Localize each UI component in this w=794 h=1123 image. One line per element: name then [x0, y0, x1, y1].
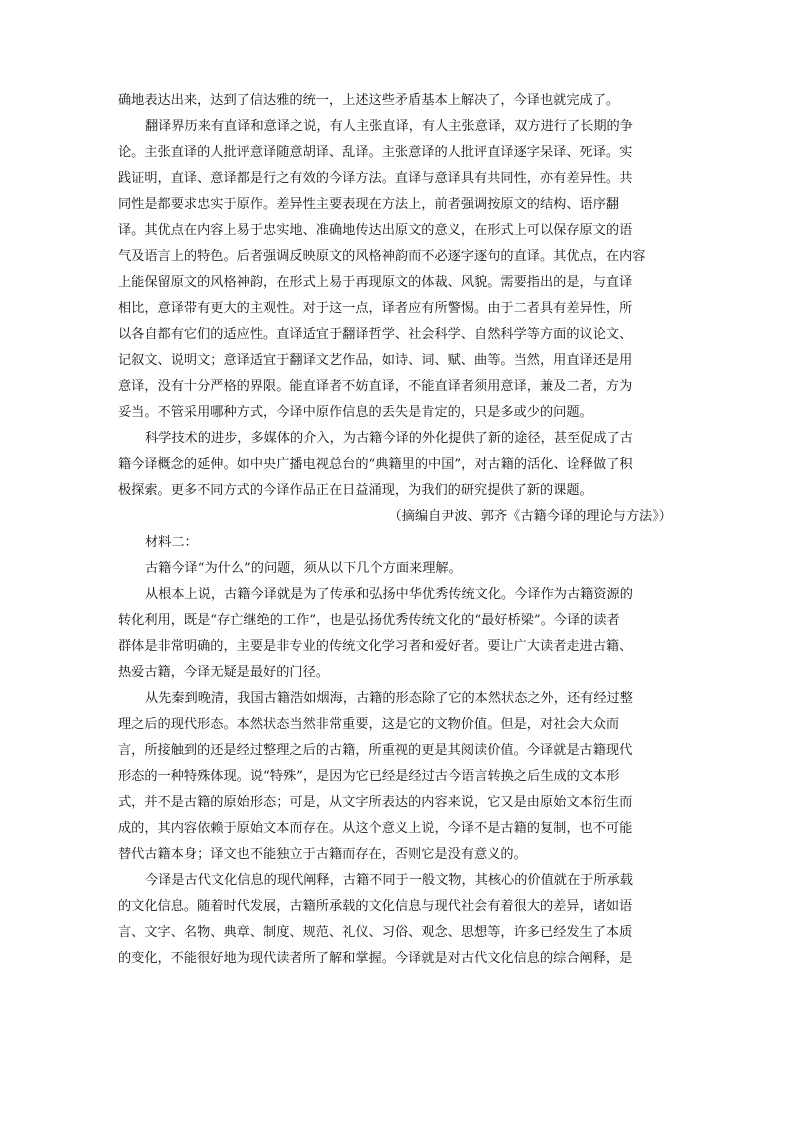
text-line: 意译，没有十分严格的界限。能直译者不妨直译，不能直译者须用意译，兼及二者，方为	[118, 379, 633, 394]
text-line: 的文化信息。随着时代发展，古籍所承载的文化信息与现代社会有着很大的差异，诸如语	[118, 899, 633, 914]
text-line: 式，并不是古籍的原始形态；可是，从文字所表达的内容来说，它又是由原始文本衍生而	[118, 795, 633, 810]
text-line: 形态的一种特殊体现。说“特殊”，是因为它已经是经过古今语言转换之后生成的文本形	[118, 769, 620, 784]
text-line: 上能保留原文的风格神韵，在形式上易于再现原文的体裁、风貌。需要指出的是，与直译	[118, 275, 633, 290]
text-line: 理之后的现代形态。本然状态当然非常重要，这是它的文物价值。但是，对社会大众而	[118, 717, 620, 732]
text-line: 以各自都有它们的适应性。直译适宜于翻译哲学、社会科学、自然科学等方面的议论文、	[118, 327, 633, 342]
text-line: 论。主张直译的人批评意译随意胡译、乱译。主张意译的人批评直译逐字呆译、死译。实	[118, 145, 633, 160]
text-line: 替代古籍本身；译文也不能独立于古籍而存在，否则它是没有意义的。	[118, 847, 527, 862]
text-line: 确地表达出来，达到了信达雅的统一，上述这些矛盾基本上解决了，今译也就完成了。	[118, 93, 620, 108]
text-line: 言，所接触到的还是经过整理之后的古籍，所重视的更是其阅读价值。今译就是古籍现代	[118, 743, 633, 758]
text-line: 言、文字、名物、典章、制度、规范、礼仪、习俗、观念、思想等，许多已经发生了本质	[118, 925, 633, 940]
text-line: 译。其优点在内容上易于忠实地、准确地传达出原文的意义，在形式上可以保存原文的语	[118, 223, 633, 238]
text-line: 记叙文、说明文；意译适宜于翻译文艺作品，如诗、词、赋、曲等。当然，用直译还是用	[118, 353, 633, 368]
text-line: 热爱古籍，今译无疑是最好的门径。	[118, 665, 329, 680]
text-line: 相比，意译带有更大的主观性。对于这一点，译者应有所警惕。由于二者具有差异性，所	[118, 301, 633, 316]
document-page	[118, 88, 676, 972]
text-line: 群体是非常明确的，主要是非专业的传统文化学习者和爱好者。要让广大读者走进古籍、	[118, 639, 633, 654]
text-line: 极探索。更多不同方式的今译作品正在日益涌现，为我们的研究提供了新的课题。	[118, 483, 593, 498]
text-line: 践证明，直译、意译都是行之有效的今译方法。直译与意译具有共同性，亦有差异性。共	[118, 171, 633, 186]
paragraph-start-line: 今译是古代文化信息的现代阐释，古籍不同于一般文物，其核心的价值就在于所承载	[145, 873, 633, 888]
text-line: 的变化，不能很好地为现代读者所了解和掌握。今译就是对古代文化信息的综合阐释，是	[118, 951, 633, 966]
text-line: 籍今译概念的延伸。如中央广播电视总台的“典籍里的中国”，对古籍的活化、诠释做了积	[118, 457, 633, 472]
paragraph-start-line: 翻译界历来有直译和意译之说，有人主张直译，有人主张意译，双方进行了长期的争	[145, 119, 633, 134]
text-line: 转化利用，既是“存亡继绝的工作”，也是弘扬优秀传统文化的“最好桥梁”。今译的读者	[118, 613, 620, 628]
source-citation: （摘编自尹波、郭齐《古籍今译的理论与方法》）	[388, 509, 672, 524]
paragraph-start-line: 科学技术的进步，多媒体的介入，为古籍今译的外化提供了新的途径，甚至促成了古	[145, 431, 633, 446]
text-line: 妥当。不管采用哪种方式，今译中原作信息的丢失是肯定的，只是多或少的问题。	[118, 405, 593, 420]
section-heading: 材料二：	[145, 535, 198, 550]
paragraph-start-line: 古籍今译“为什么”的问题，须从以下几个方面来理解。	[145, 561, 462, 576]
paragraph-start-line: 从先秦到晚清，我国古籍浩如烟海，古籍的形态除了它的本然状态之外，还有经过整	[145, 691, 633, 706]
paragraph-start-line: 从根本上说，古籍今译就是为了传承和弘扬中华优秀传统文化。今译作为古籍资源的	[145, 587, 633, 602]
text-line: 成的，其内容依赖于原始文本而存在。从这个意义上说，今译不是古籍的复制，也不可能	[118, 821, 633, 836]
text-line: 气及语言上的特色。后者强调反映原文的风格神韵而不必逐字逐句的直译。其优点，在内容	[118, 249, 646, 264]
text-line: 同性是都要求忠实于原作。差异性主要表现在方法上，前者强调按原文的结构、语序翻	[118, 197, 620, 212]
